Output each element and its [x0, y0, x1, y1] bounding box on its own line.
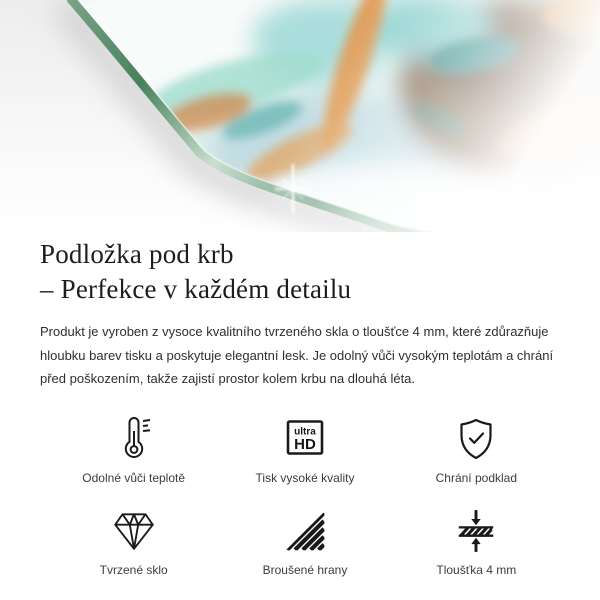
- feature-heat-resistant: [48, 415, 219, 485]
- shield-check-icon: [455, 415, 497, 463]
- feature-grid: [48, 415, 562, 577]
- feature-print-quality: [219, 415, 390, 485]
- feature-label: Tloušťka 4 mm: [436, 562, 517, 577]
- page-title-line1: Podložka pod krb: [40, 239, 234, 269]
- feature-protects-surface: [391, 415, 562, 485]
- page-title-line2: – Perfekce v každém detailu: [40, 274, 352, 304]
- hero-fade: [0, 0, 600, 232]
- feature-label: Tvrzené sklo: [99, 562, 168, 577]
- page-title: [40, 237, 570, 307]
- product-description: Produkt je vyroben z vysoce kvalitního tvrzeného skla o tloušťce 4 mm, které zdůrazňuje hloubku barev tisku a poskytuje elegantní lesk. Je odolný vůči vysokým teplotám a chrání před poškozením, takže zajistí prostor kolem krbu na dlouhá léta.: [40, 324, 554, 386]
- diamond-icon: [111, 507, 157, 555]
- ultra-hd-icon: [283, 415, 327, 463]
- thermometer-icon: [112, 415, 156, 463]
- polished-edges-icon: [284, 507, 326, 555]
- feature-tempered-glass: [48, 507, 219, 577]
- feature-thickness: [391, 507, 562, 577]
- svg-text:HD: HD: [294, 435, 316, 453]
- feature-label: Broušené hrany: [262, 562, 348, 577]
- feature-polished-edges: [219, 507, 390, 577]
- glass-pad-image: [0, 0, 600, 232]
- feature-label: Odolné vůči teplotě: [82, 470, 186, 485]
- svg-text:ultra: ultra: [294, 426, 316, 437]
- product-photo: [0, 0, 600, 232]
- thickness-icon: [455, 507, 497, 555]
- feature-label: Tisk vysoké kvality: [255, 470, 355, 485]
- feature-label: Chrání podklad: [435, 470, 518, 485]
